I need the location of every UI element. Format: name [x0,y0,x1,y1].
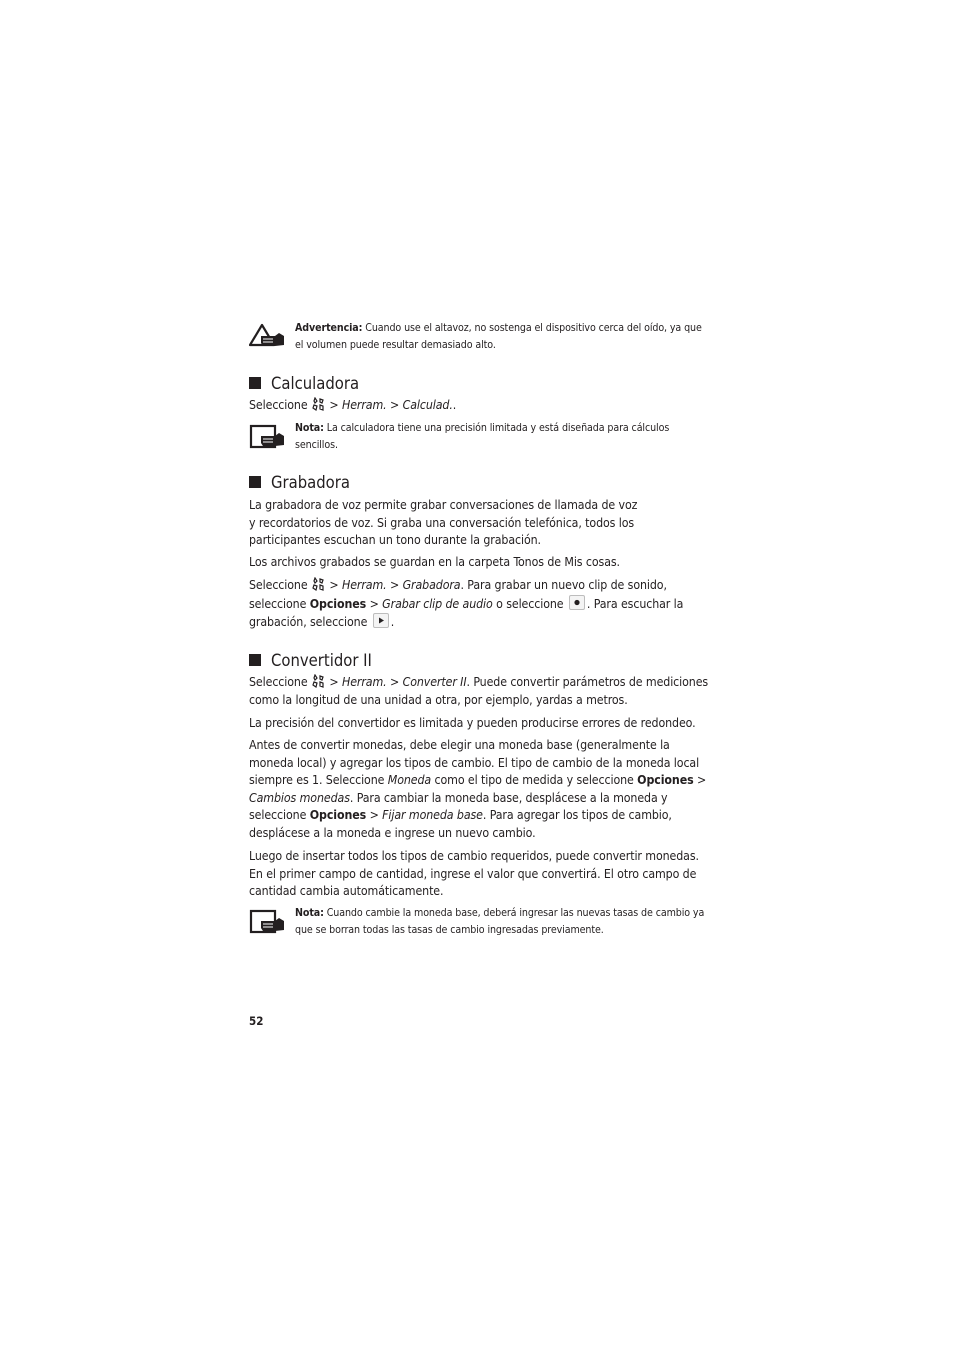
heading-text: Convertidor II [271,650,372,670]
text: como el tipo de medida y seleccione [431,773,638,788]
text: Seleccione [249,578,311,592]
text: > [693,773,707,788]
heading-bullet [249,377,261,389]
menu-path: Calculad. [402,398,453,412]
convertidor-paragraph-2: La precisión del convertidor es limitada y pueden producirse errores de redondeo. [249,716,696,730]
menu-path: Moneda [387,773,432,788]
note-icon [249,424,285,450]
text: . Puede convertir parámetros de mediciones como la longitud de una unidad a otra, por ejemplo, yardas a metros. [249,675,709,707]
text: > [366,808,383,823]
menu-path: Converter II [402,675,467,689]
text: . [390,615,395,630]
option-name: Opciones [309,808,367,823]
record-key-icon [569,595,585,610]
section-heading-grabadora [249,471,350,493]
text: Seleccione [249,398,311,412]
text: > [386,398,403,412]
option-name: Opciones [637,773,694,788]
text: . [452,398,457,412]
calculadora-note [295,420,709,453]
convertidor-paragraph-3 [249,737,709,843]
note-label: Nota: [295,907,324,919]
text: > [366,596,383,611]
text: . Para escuchar la grabación, seleccione [249,596,684,630]
play-key-icon [373,613,389,628]
text: > [325,578,342,592]
grabadora-paragraph-3 [249,577,689,632]
convertidor-paragraph-1 [249,674,709,709]
text: . Para cambiar la moneda base, desplácese a la moneda y seleccione [249,790,668,823]
text: > [325,675,342,689]
menu-path: Grabar clip de audio [382,596,493,611]
menu-path: Herram. [341,675,387,689]
note-icon [249,909,285,935]
text: Antes de convertir monedas, debe elegir una moneda base (generalmente la moneda local) y agregar los tipos de cambio. El tipo de cambio de la moneda local siempre es 1. Seleccione [249,738,700,788]
section-heading-calculadora [249,372,359,394]
text: . Para grabar un nuevo clip de sonido, seleccione [249,578,667,611]
section-heading-convertidor [249,649,372,671]
menu-path: Cambios monedas [249,790,350,805]
text: o seleccione [492,596,567,611]
note-label: Nota: [295,422,324,434]
text: > [386,578,403,592]
warning-body: Cuando use el altavoz, no sostenga el dispositivo cerca del oído, ya que el volumen puede resultar demasiado alto. [295,322,702,351]
page-number: 52 [249,1014,264,1028]
menu-path: Herram. [341,578,387,592]
menu-path: Herram. [341,398,387,412]
grabadora-paragraph-1: La grabadora de voz permite grabar conversaciones de llamada de voz y recordatorios de voz. Si graba una conversación telefónica, todos los participantes escuchan un tono durante la grabación. [249,498,638,548]
text: > [325,398,342,412]
note-body: Cuando cambie la moneda base, deberá ingresar las nuevas tasas de cambio ya que se borran todas las tasas de cambio ingresadas previamente. [295,907,705,936]
option-name: Opciones [309,596,367,611]
warning-text [295,320,709,353]
heading-text: Calculadora [271,373,360,393]
warning-label: Advertencia: [295,322,363,334]
grabadora-paragraph-2: Los archivos grabados se guardan en la carpeta Tonos de Mis cosas. [249,555,620,569]
menu-key-icon [312,674,325,689]
text: > [386,675,403,689]
text: Seleccione [249,675,311,689]
calculadora-paragraph [249,397,709,415]
text: . Para agregar los tipos de cambio, desplácese a la moneda e ingrese un nuevo cambio. [249,808,672,840]
menu-key-icon [312,577,325,592]
menu-key-icon [312,397,325,412]
heading-bullet [249,654,261,666]
convertidor-paragraph-4: Luego de insertar todos los tipos de cambio requeridos, puede convertir monedas. En el primer campo de cantidad, ingrese el valor que convertirá. El otro campo de cantidad cambia automáticamente. [249,849,699,899]
convertidor-note [295,905,709,938]
menu-path: Grabadora [402,578,461,592]
note-body: La calculadora tiene una precisión limitada y está diseñada para cálculos sencillos. [295,422,670,451]
menu-path: Fijar moneda base [382,808,483,823]
warning-icon [249,323,285,349]
heading-text: Grabadora [271,472,350,492]
heading-bullet [249,476,261,488]
